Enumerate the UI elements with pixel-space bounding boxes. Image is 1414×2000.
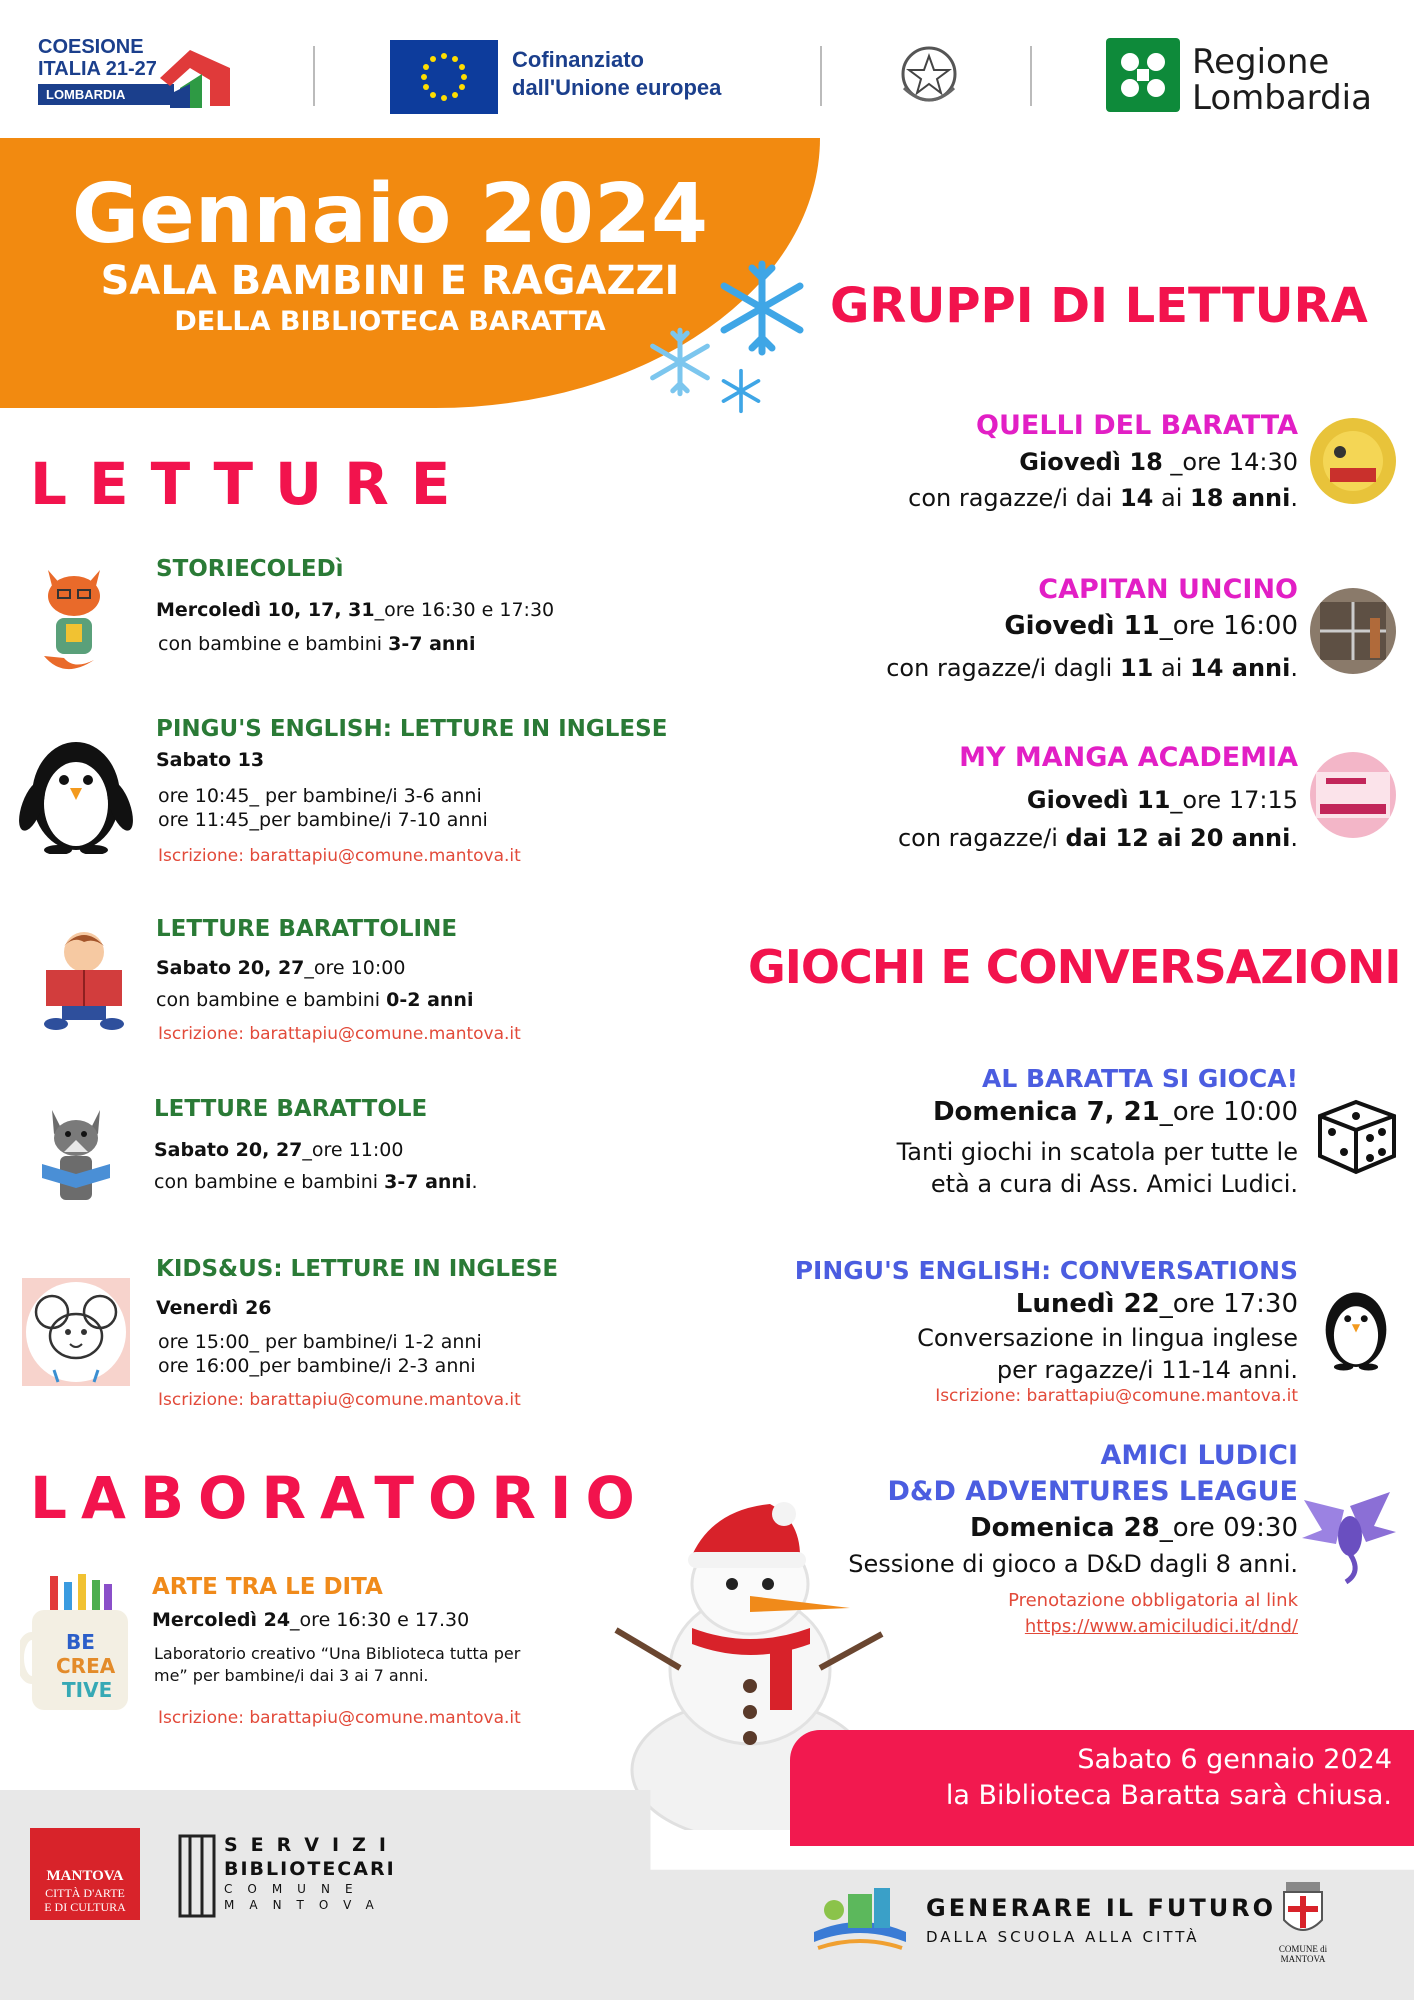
group-title: QUELLI DEL BARATTA [976, 410, 1298, 441]
servizi-line4: MANTOVA [224, 1898, 389, 1912]
generare-line2: DALLA SCUOLA ALLA CITTÀ [926, 1928, 1200, 1946]
eu-flag-icon [390, 40, 498, 114]
snowflake-icon [712, 258, 812, 358]
servizi-line2: BIBLIOTECARI [224, 1858, 396, 1880]
letture-heading: LETTURE [30, 450, 473, 518]
game-desc: Tanti giochi in scatola per tutte le [896, 1138, 1298, 1166]
mug-icon [20, 1574, 138, 1714]
lab-desc: me” per bambine/i dai 3 ai 7 anni. [154, 1666, 429, 1685]
coesione-bar: LOMBARDIA [38, 84, 174, 105]
event-session: ore 10:45_ per bambine/i 3-6 anni [158, 785, 482, 807]
game-title-2: D&D ADVENTURES LEAGUE [887, 1476, 1298, 1507]
penguin-icon [1316, 1282, 1396, 1372]
comune-text: COMUNE di MANTOVA [1278, 1944, 1328, 1964]
signup-email-link[interactable]: Iscrizione: barattapiu@comune.mantova.it [158, 1024, 521, 1044]
event-schedule [156, 956, 405, 981]
audience-text: con bambine e bambini [158, 633, 389, 655]
lab-title: ARTE TRA LE DITA [152, 1574, 383, 1600]
regione-line2: Lombardia [1192, 78, 1372, 118]
mantova-line1: MANTOVA [46, 1868, 124, 1884]
mantova-unesco-logo [30, 1828, 140, 1920]
event-title: LETTURE BARATTOLINE [156, 916, 458, 942]
audience-age: 14 [1119, 484, 1154, 512]
mug-text-2: CREA [56, 1654, 116, 1678]
audience-age: 3-7 anni [388, 633, 476, 655]
group-title: MY MANGA ACADEMIA [959, 742, 1298, 773]
audience-text: con ragazze/i dagli [886, 654, 1120, 682]
regione-lombardia-logo-icon [1106, 38, 1180, 112]
audience-text: con bambine e bambini [154, 1171, 385, 1193]
game-days: Lunedì 22 [1015, 1289, 1160, 1319]
audience-text: con ragazze/i dai [908, 484, 1120, 512]
gruppi-heading: GRUPPI DI LETTURA [830, 278, 1368, 334]
snowflake-icon [718, 368, 764, 414]
closure-line1: Sabato 6 gennaio 2024 [1077, 1744, 1392, 1775]
audience-age: dai 12 ai 20 anni [1065, 824, 1291, 852]
group-time: _ore 17:15 [1170, 786, 1298, 814]
booking-link[interactable]: https://www.amiciludici.it/dnd/ [1024, 1616, 1298, 1637]
event-schedule [154, 1138, 403, 1163]
event-title: LETTURE BARATTOLE [154, 1096, 428, 1122]
group-schedule [1027, 784, 1298, 817]
closure-line2: la Biblioteca Baratta sarà chiusa. [945, 1780, 1392, 1811]
lab-days: Mercoledì 24 [152, 1609, 291, 1631]
audience-age: 3-7 anni [384, 1171, 472, 1193]
group-audience [908, 482, 1298, 515]
event-session: ore 15:00_ per bambine/i 1-2 anni [158, 1331, 482, 1353]
event-time: _ore 11:00 [302, 1139, 404, 1161]
snowflake-icon [644, 326, 716, 398]
group-thumbnail [1310, 752, 1396, 838]
regione-text [1192, 44, 1372, 116]
event-time: _ore 16:30 e 17:30 [374, 599, 555, 621]
group-audience [898, 822, 1298, 855]
audience-end: . [1290, 654, 1298, 682]
signup-email-link[interactable]: Iscrizione: barattapiu@comune.mantova.it [158, 846, 521, 866]
event-days [156, 748, 264, 773]
comune-mantova-crest-icon [1276, 1880, 1330, 1942]
event-audience [154, 1170, 478, 1195]
group-audience [886, 652, 1298, 685]
eu-text [512, 46, 721, 102]
game-desc: per ragazze/i 11-14 anni. [996, 1356, 1298, 1384]
group-time: _ore 16:00 [1159, 611, 1298, 641]
lab-schedule [152, 1608, 469, 1633]
event-time: _ore 10:00 [304, 957, 406, 979]
event-days-text: Venerdì 26 [156, 1297, 272, 1319]
event-schedule [156, 598, 554, 623]
servizi-bibliotecari-icon [178, 1834, 216, 1918]
generare-il-futuro-icon [808, 1882, 912, 1962]
game-desc: Sessione di gioco a D&D dagli 8 anni. [848, 1550, 1298, 1578]
coesione-line2: ITALIA 21-27 [38, 58, 157, 80]
generare-line1: GENERARE IL FUTURO [926, 1894, 1277, 1922]
servizi-line1: SERVIZI [224, 1834, 399, 1856]
mouse-icon [22, 1278, 130, 1386]
group-days: Giovedì 18 [1019, 448, 1163, 476]
eu-line2: dall'Unione europea [512, 75, 722, 100]
event-days: Mercoledì 10, 17, 31 [156, 599, 375, 621]
event-audience [158, 632, 475, 657]
game-schedule [933, 1096, 1298, 1129]
logo-divider [1030, 46, 1032, 106]
game-days: Domenica 28 [969, 1513, 1160, 1543]
event-days [156, 1296, 272, 1321]
event-title: KIDS&US: LETTURE IN INGLESE [156, 1256, 559, 1282]
penguin-icon [18, 730, 134, 854]
game-time: _ore 10:00 [1159, 1097, 1298, 1127]
group-thumbnail [1310, 418, 1396, 504]
audience-age: 0-2 anni [386, 989, 474, 1011]
fox-icon [34, 560, 114, 680]
audience-age: 14 anni [1190, 654, 1291, 682]
group-time: _ore 14:30 [1162, 448, 1298, 476]
logo-divider [313, 46, 315, 106]
lab-desc: Laboratorio creativo “Una Biblioteca tutta per [154, 1644, 521, 1663]
coesione-line1: COESIONE [38, 36, 144, 58]
audience-end: . [471, 1171, 478, 1193]
event-title: PINGU'S ENGLISH: LETTURE IN INGLESE [156, 716, 668, 742]
coesione-arrows-icon [150, 38, 240, 114]
wolf-icon [36, 1104, 116, 1204]
audience-age: 18 anni [1190, 484, 1291, 512]
event-title: STORIECOLEDì [156, 556, 344, 582]
group-days: Giovedì 11 [1026, 786, 1171, 814]
mug-text-3: TIVE [62, 1678, 113, 1702]
signup-email-link[interactable]: Iscrizione: barattapiu@comune.mantova.it [935, 1386, 1298, 1406]
regione-line1: Regione [1192, 42, 1330, 82]
group-thumbnail [1310, 588, 1396, 674]
game-days: Domenica 7, 21 [932, 1097, 1160, 1127]
game-title: AMICI LUDICI [1100, 1440, 1298, 1471]
game-title: AL BARATTA SI GIOCA! [981, 1064, 1298, 1093]
event-session: ore 16:00_per bambine/i 2-3 anni [158, 1355, 476, 1377]
servizi-line3: COMUNE [224, 1882, 368, 1896]
group-schedule [1019, 446, 1298, 479]
mantova-line2: CITTÀ D'ARTE [45, 1886, 125, 1900]
laboratorio-heading: LABORATORIO [30, 1464, 649, 1532]
game-schedule [970, 1512, 1298, 1545]
signup-email-link[interactable]: Iscrizione: barattapiu@comune.mantova.it [158, 1390, 521, 1410]
group-schedule [1004, 610, 1298, 643]
mantova-line3: E DI CULTURA [44, 1900, 126, 1914]
event-days-text: Sabato 13 [156, 749, 265, 771]
game-schedule [1016, 1288, 1298, 1321]
page-title: Gennaio 2024 [71, 167, 709, 262]
audience-end: . [1290, 484, 1298, 512]
dice-icon [1312, 1086, 1402, 1176]
game-time: _ore 09:30 [1159, 1513, 1298, 1543]
booking-note: Prenotazione obbligatoria al link [1008, 1590, 1298, 1611]
giochi-heading: GIOCHI E CONVERSAZIONI [748, 940, 1401, 994]
logo-divider [820, 46, 822, 106]
page-subtitle-2: DELLA BIBLIOTECA BARATTA [174, 306, 606, 337]
eu-line1: Cofinanziato [512, 47, 644, 72]
audience-text: con bambine e bambini [156, 989, 387, 1011]
game-desc: Conversazione in lingua inglese [917, 1324, 1298, 1352]
audience-text: con ragazze/i [897, 824, 1066, 852]
mug-text-1: BE [66, 1630, 95, 1654]
dragon-icon [1300, 1486, 1400, 1586]
page-subtitle: SALA BAMBINI E RAGAZZI [100, 258, 680, 304]
game-time: _ore 17:30 [1159, 1289, 1298, 1319]
group-title: CAPITAN UNCINO [1038, 574, 1298, 605]
event-session: ore 11:45_per bambine/i 7-10 anni [158, 809, 488, 831]
audience-age: 11 [1119, 654, 1154, 682]
event-days: Sabato 20, 27 [156, 957, 305, 979]
reading-boy-icon [36, 924, 132, 1034]
audience-end: . [1290, 824, 1298, 852]
audience-text: ai [1153, 654, 1190, 682]
game-title: PINGU'S ENGLISH: CONVERSATIONS [794, 1256, 1298, 1285]
event-days: Sabato 20, 27 [154, 1139, 303, 1161]
italian-emblem-icon [894, 38, 964, 114]
audience-text: ai [1153, 484, 1190, 512]
event-audience [156, 988, 473, 1013]
game-desc: età a cura di Ass. Amici Ludici. [930, 1170, 1298, 1198]
lab-time: _ore 16:30 e 17.30 [290, 1609, 470, 1631]
signup-email-link[interactable]: Iscrizione: barattapiu@comune.mantova.it [158, 1708, 521, 1728]
group-days: Giovedì 11 [1004, 611, 1160, 641]
